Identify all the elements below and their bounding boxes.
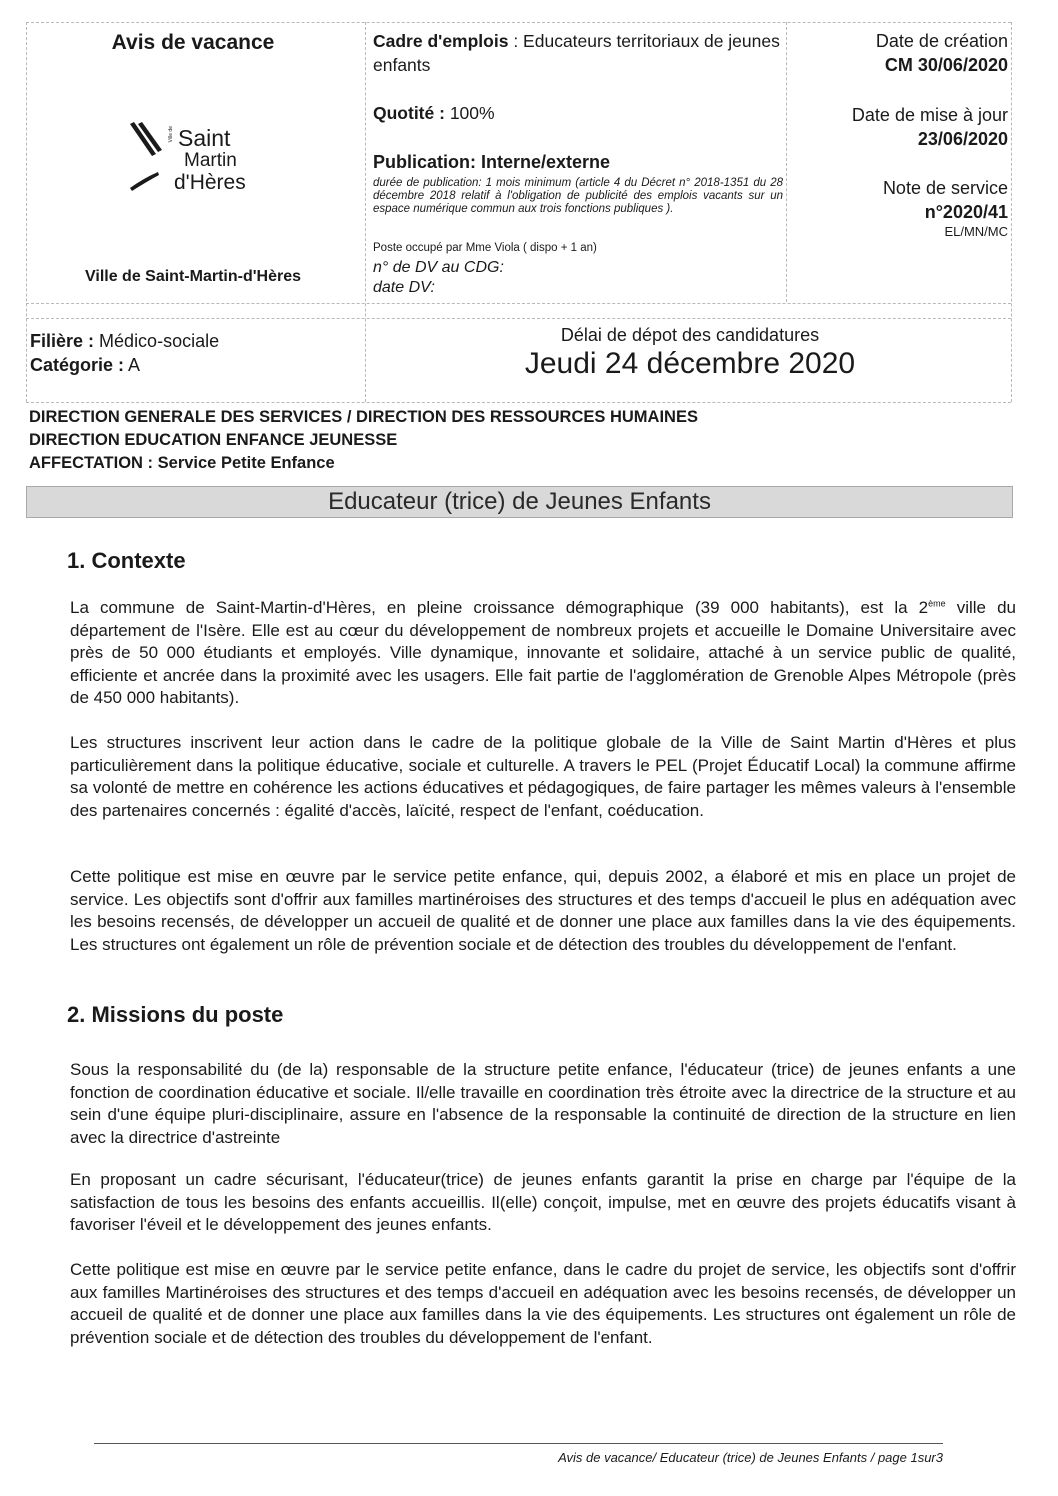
delai-date: Jeudi 24 décembre 2020 [524,347,856,380]
missions-paragraph-2: En proposant un cadre sécurisant, l'éducateur(trice) de jeunes enfants garantit la prise en charge par l'équipe de la satisfaction de tous les besoins des enfants accueillis. Il(elle) conçoit, impulse, met en œuvre des projets éducatifs visant à favoriser l'éveil et le développement des jeunes enfants. [70,1170,1016,1234]
affectation-line [29,452,1009,475]
header-top-border [26,22,1011,23]
header-mid-border [26,303,1011,304]
city-logo [128,120,248,200]
note-label: Note de service [882,178,1008,198]
contexte-paragraph-1 [70,597,1016,710]
filiere-line [30,329,360,353]
contexte-p1-sup: ème [928,598,946,609]
filiere-value: Médico-sociale [99,331,220,351]
header-left-border [26,22,27,402]
contexte-p1-part1: La commune de Saint-Martin-d'Hères, en pleine croissance démographique (39 000 habitants), est la 2 [70,598,929,617]
categorie-value: A [128,355,141,375]
logo-small-text: Ville de [168,126,174,143]
direction-line-1: DIRECTION GENERALE DES SERVICES / DIRECTION DES RESSOURCES HUMAINES [29,408,698,426]
direction-block [29,406,1009,475]
filiere-block [30,329,360,377]
page-footer: Avis de vacance/ Educateur (trice) de Jeunes Enfants / page 1sur3 [558,1450,943,1465]
publication-label: Publication: Interne/externe [373,152,611,172]
header-divider-2 [786,22,787,302]
job-title-banner: Educateur (trice) de Jeunes Enfants [26,486,1013,518]
cadre-emplois [373,29,785,77]
missions-paragraph-3: Cette politique est mise en œuvre par le service petite enfance, dans le cadre du projet de service, les objectifs sont d'offrir aux familles Martinéroises des structures et des temps d'accueil en adéquation avec les besoins recensés, de développer un accueil de qualité et de donner une place aux familles dans la vie des équipements. Les structures ont également un rôle de prévention sociale et de détection des troubles du développement de l'enfant. [70,1260,1016,1347]
note-value: n°2020/41 [924,202,1008,222]
publication-note: durée de publication: 1 mois minimum (article 4 du Décret n° 2018-1351 du 28 décembre 2018 relatif à l'obligation de publicité des emplois vacants sur un espace numérique commun aux trois fonctions publiques ). [373,177,783,215]
filiere-label: Filière : [30,331,95,351]
dv-cdg: n° de DV au CDG: [373,259,504,276]
header-divider-1 [365,22,366,402]
contexte-paragraph-3: Cette politique est mise en œuvre par le service petite enfance, qui, depuis 2002, a élaboré et mis en place un projet de service. Les objectifs sont d'offrir aux familles martinéroises des structures et des temps d'accueil le plus en adéquation avec les besoins recensés, de développer un accueil de qualité et de donner une place aux familles dans la vie des équipements. Les structures ont également un rôle de prévention sociale et de détection des troubles du développement de l'enfant. [70,867,1016,954]
delai-label: Délai de dépot des candidatures [560,325,820,345]
direction-line-2: DIRECTION EDUCATION ENFANCE JEUNESSE [29,431,398,449]
contexte-p1-part2: ville du département de l'Isère. Elle est au cœur du développement de nombreux projets et accueille le Domaine Universitaire avec près de 50 000 étudiants et employés. Ville dynamique, innovante et solidaire, attaché à un service public de qualité, efficiente et ancrée dans la proximité avec les usagers. Elle fait partie de l'agglomération de Grenoble Alpes Métropole (près de 450 000 habitants). [70,598,1017,707]
city-logo-icon [128,120,248,200]
quotite [373,103,785,124]
contexte-paragraph-2: Les structures inscrivent leur action dans le cadre de la politique globale de la Ville de Saint Martin d'Hères et plus particulièrement dans la politique éducative, sociale et culturelle. A travers le PEL (Projet Éducatif Local) la commune affirme sa volonté de mettre en cohérence les actions éducatives et pédagogiques, de faire partager les mêmes valeurs à l'ensemble des partenaires concernés : égalité d'accès, laïcité, respect de l'enfant, coéducation. [70,733,1016,820]
footer-rule [94,1443,943,1444]
affectation-label: AFFECTATION : [29,454,154,472]
affectation-value: Service Petite Enfance [157,454,335,472]
categorie-line [30,353,360,377]
cadre-value: : Educateurs territoriaux de jeunes enfants [373,31,780,75]
section-title-contexte: 1. Contexte [67,548,186,573]
creation-label: Date de création [875,31,1008,51]
avis-title: Avis de vacance [111,31,275,54]
missions-paragraph-1: Sous la responsabilité du (de la) responsable de la structure petite enfance, l'éducateur (trice) de jeunes enfants a une fonction de coordination éducative et sociale. Il/elle travaille en coordination très étroite avec la directrice de la structure et au sein d'une équipe pluri-disciplinaire, assure en l'absence de la responsable la continuité de direction de la structure en lien avec la directrice d'astreinte [70,1060,1016,1147]
date-dv: date DV: [373,279,435,296]
header-bottom-border [26,402,1011,403]
ville-name: Ville de Saint-Martin-d'Hères [84,268,301,285]
poste-note: Poste occupé par Mme Viola ( dispo + 1 an) [373,242,597,254]
cadre-label: Cadre d'emplois [373,31,509,51]
section-title-missions: 2. Missions du poste [67,1002,284,1027]
initials: EL/MN/MC [944,224,1008,239]
maj-value: 23/06/2020 [917,129,1008,149]
logo-line-1: Saint [178,125,231,151]
creation-value: CM 30/06/2020 [884,55,1008,75]
logo-line-2: Martin [184,150,237,171]
header-mid-border-2 [26,318,1011,319]
maj-label: Date de mise à jour [851,105,1008,125]
quotite-value: 100% [449,103,495,123]
quotite-label: Quotité : [373,103,445,123]
header-right-border [1011,22,1012,402]
categorie-label: Catégorie : [30,355,125,375]
logo-line-3: d'Hères [174,171,246,194]
